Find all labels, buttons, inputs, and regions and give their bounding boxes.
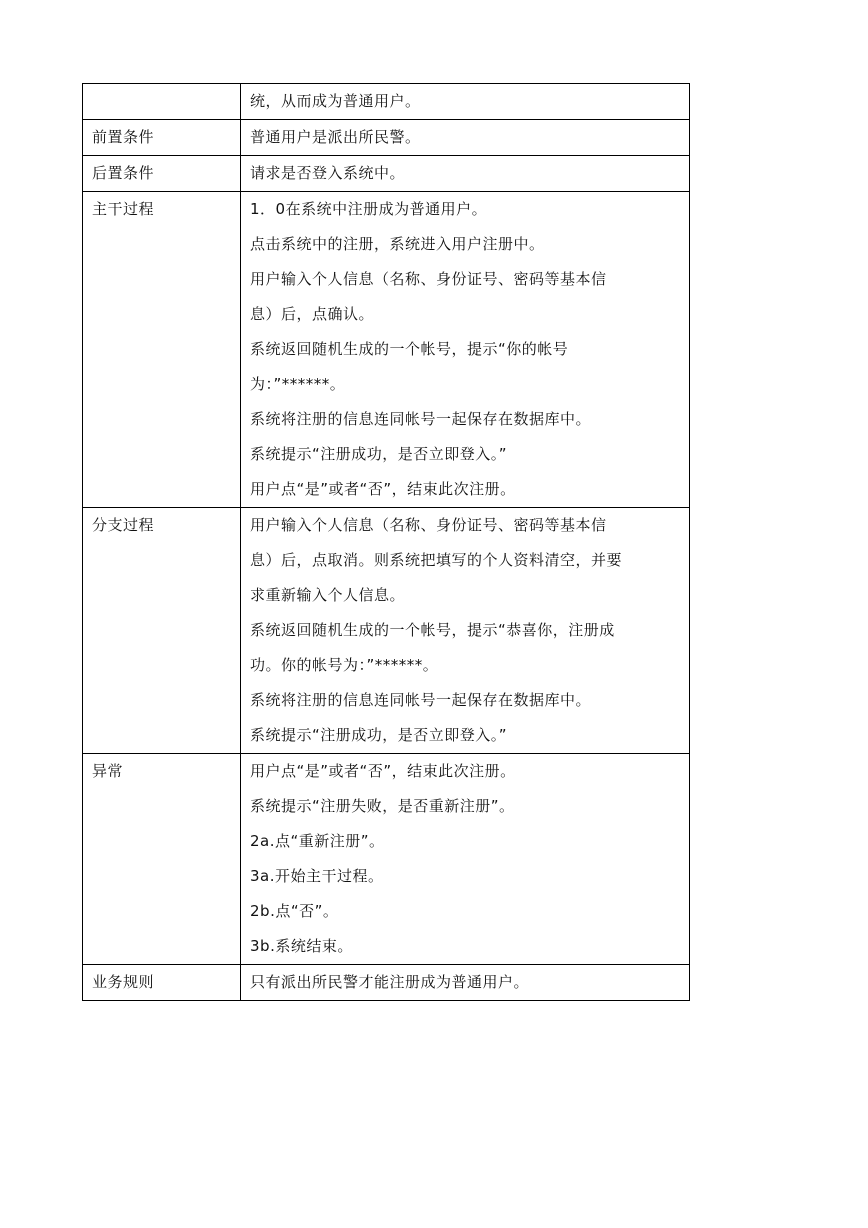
content-line: 系统提示“注册失败，是否重新注册”。: [250, 797, 515, 815]
row-label-cell: 业务规则: [83, 965, 241, 1001]
row-label-cell: 后置条件: [83, 156, 241, 192]
content-line: 用户点“是”或者“否”，结束此次注册。: [250, 480, 516, 498]
row-content-cell: [241, 156, 690, 192]
row-content-cell: [241, 754, 690, 965]
content-line: 点击系统中的注册，系统进入用户注册中。: [250, 235, 545, 253]
use-case-table: [82, 83, 690, 1001]
content-line: 用户输入个人信息（名称、身份证号、密码等基本信: [250, 270, 607, 288]
content-line: 系统返回随机生成的一个帐号，提示“恭喜你，注册成: [250, 621, 615, 639]
row-content-cell: [241, 192, 690, 508]
content-line: 用户点“是”或者“否”，结束此次注册。: [250, 762, 516, 780]
content-line: 3a.开始主干过程。: [250, 867, 384, 885]
row-content-cell: [241, 508, 690, 754]
row-label-cell: 异常: [83, 754, 241, 965]
table-row-continuation: [83, 84, 690, 120]
table-row-business-rules: [83, 965, 690, 1001]
content-line: 请求是否登入系统中。: [250, 164, 406, 182]
content-line: 系统将注册的信息连同帐号一起保存在数据库中。: [250, 410, 592, 428]
row-label-cell: 主干过程: [83, 192, 241, 508]
table-row-branch-flow: [83, 508, 690, 754]
row-label-cell: 前置条件: [83, 120, 241, 156]
table-row-exception: [83, 754, 690, 965]
use-case-table-body: [83, 84, 690, 1001]
row-label-cell: [83, 84, 241, 120]
content-line: 2b.点“否”。: [250, 902, 339, 920]
content-line: 3b.系统结束。: [250, 937, 353, 955]
content-line: 息）后，点取消。则系统把填写的个人资料清空，并要: [250, 551, 623, 569]
row-content-cell: [241, 965, 690, 1001]
content-line: 系统返回随机生成的一个帐号，提示“你的帐号: [250, 340, 569, 358]
content-line: 统，从而成为普通用户。: [250, 92, 421, 110]
content-line: 只有派出所民警才能注册成为普通用户。: [250, 973, 530, 991]
content-line: 2a.点“重新注册”。: [250, 832, 385, 850]
row-content-cell: [241, 120, 690, 156]
content-line: 系统提示“注册成功，是否立即登入。”: [250, 445, 508, 463]
row-content-cell: [241, 84, 690, 120]
content-line: 息）后，点确认。: [250, 305, 375, 323]
row-label-cell: 分支过程: [83, 508, 241, 754]
content-line: 普通用户是派出所民警。: [250, 128, 421, 146]
content-line: 求重新输入个人信息。: [250, 586, 406, 604]
table-row-precondition: [83, 120, 690, 156]
content-line: 为：”******。: [250, 375, 346, 393]
content-line: 系统将注册的信息连同帐号一起保存在数据库中。: [250, 691, 592, 709]
content-line: 功。你的帐号为：”******。: [250, 656, 439, 674]
table-row-postcondition: [83, 156, 690, 192]
content-line: 1．0在系统中注册成为普通用户。: [250, 200, 488, 218]
table-row-main-flow: [83, 192, 690, 508]
content-line: 系统提示“注册成功，是否立即登入。”: [250, 726, 508, 744]
content-line: 用户输入个人信息（名称、身份证号、密码等基本信: [250, 516, 607, 534]
